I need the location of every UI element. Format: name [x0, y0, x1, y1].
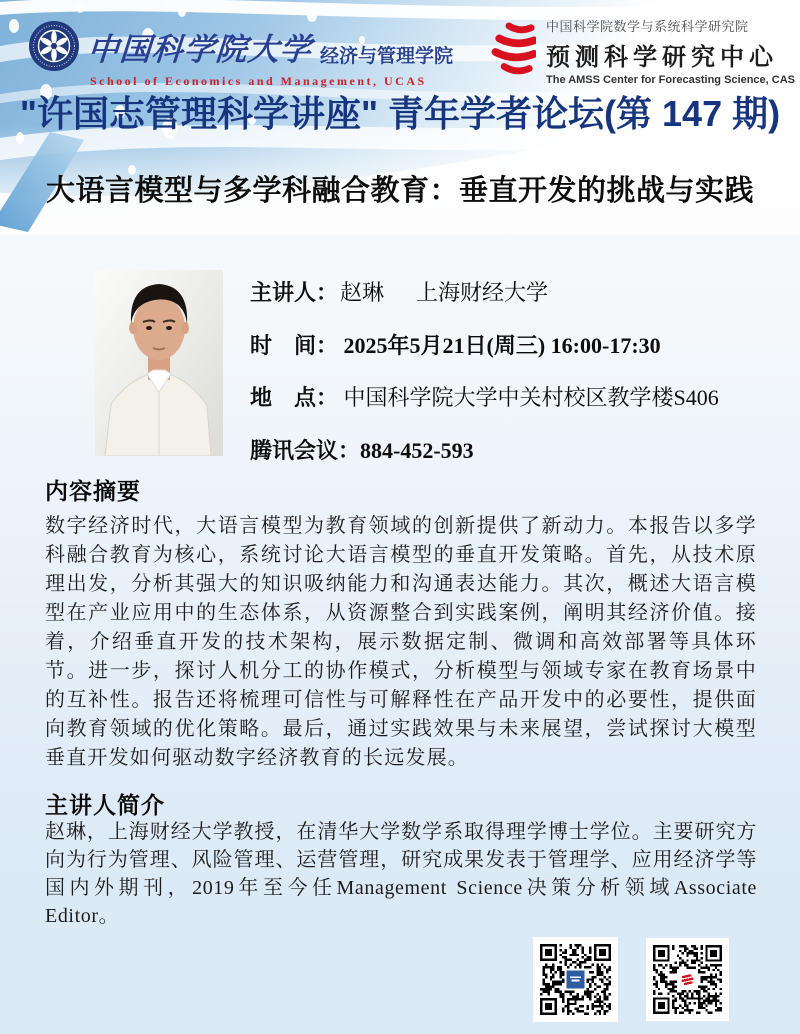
venue-line	[250, 381, 770, 434]
lecture-info	[250, 276, 770, 486]
forecasting-center-logo	[478, 16, 795, 86]
lecture-title: 大语言模型与多学科融合教育：垂直开发的挑战与实践	[45, 175, 754, 207]
qr-code-forecasting	[646, 938, 729, 1021]
venue-label: 地 点：	[250, 385, 339, 410]
center-name-en: The AMSS Center for Forecasting Science, CAS	[546, 74, 795, 86]
meeting-label: 腾讯会议：	[250, 437, 361, 463]
abstract-heading: 内容摘要	[45, 478, 141, 504]
school-name-en: School of Economics and Management, UCAS	[90, 74, 427, 88]
speaker-photo	[95, 270, 223, 456]
ucas-emblem-icon	[28, 20, 80, 72]
abstract-body: 数字经济时代，大语言模型为教育领域的创新提供了新动力。本报告以多学科融合教育为核心，系统讨论大语言模型的垂直开发策略。首先，从技术原理出发，分析其强大的知识吸纳能力和沟通表达能力。其次，概述大语言模型在产业应用中的生态体系，从资源整合到实践案例，阐明其经济价值。接着，介绍垂直开发的技术架构，展示数据定制、微调和高效部署等具体环节。进一步，探讨人机分工的协作模式，分析模型与领域专家在教育场景中的互补性。报告还将梳理可信性与可解释性在产品开发中的必要性，提供面向教育领域的优化策略。最后，通过实践效果与未来展望，尝试探讨大模型垂直开发如何驱动数字经济教育的长远发展。	[45, 515, 757, 769]
meeting-line	[250, 434, 770, 487]
speaker-label: 主讲人：	[250, 280, 339, 305]
speaker-name: 赵琳	[340, 280, 385, 305]
time-label: 时 间：	[250, 332, 339, 358]
university-name-calligraphy: 中国科学院大学	[86, 31, 314, 68]
time-line	[250, 329, 770, 382]
bio-body: 赵琳，上海财经大学教授，在清华大学数学系取得理学博士学位。主要研究方向为行为管理、风险管理、运营管理，研究成果发表于管理学、应用经济学等国内外期刊，2019年至今任Management Science决策分析领域Associate Editor。	[45, 821, 757, 927]
school-name-cn: 经济与管理学院	[320, 46, 454, 67]
qr-code-sem	[533, 937, 618, 1022]
speaker-line	[250, 276, 770, 329]
center-name-cn: 预测科学研究中心	[546, 45, 778, 71]
institute-name: 中国科学院数学与系统科学研究院	[546, 19, 749, 34]
speaker-affiliation: 上海财经大学	[416, 280, 549, 305]
ucas-sem-logo	[28, 20, 454, 89]
bio-heading: 主讲人简介	[45, 792, 165, 818]
amss-forecasting-icon	[478, 19, 536, 83]
forum-series-title: "许国志管理科学讲座" 青年学者论坛(第 147 期)	[19, 93, 781, 134]
venue-value: 中国科学院大学中关村校区教学楼S406	[343, 385, 719, 410]
time-value: 2025年5月21日(周三) 16:00-17:30	[343, 332, 661, 358]
meeting-id: 884-452-593	[360, 437, 474, 463]
